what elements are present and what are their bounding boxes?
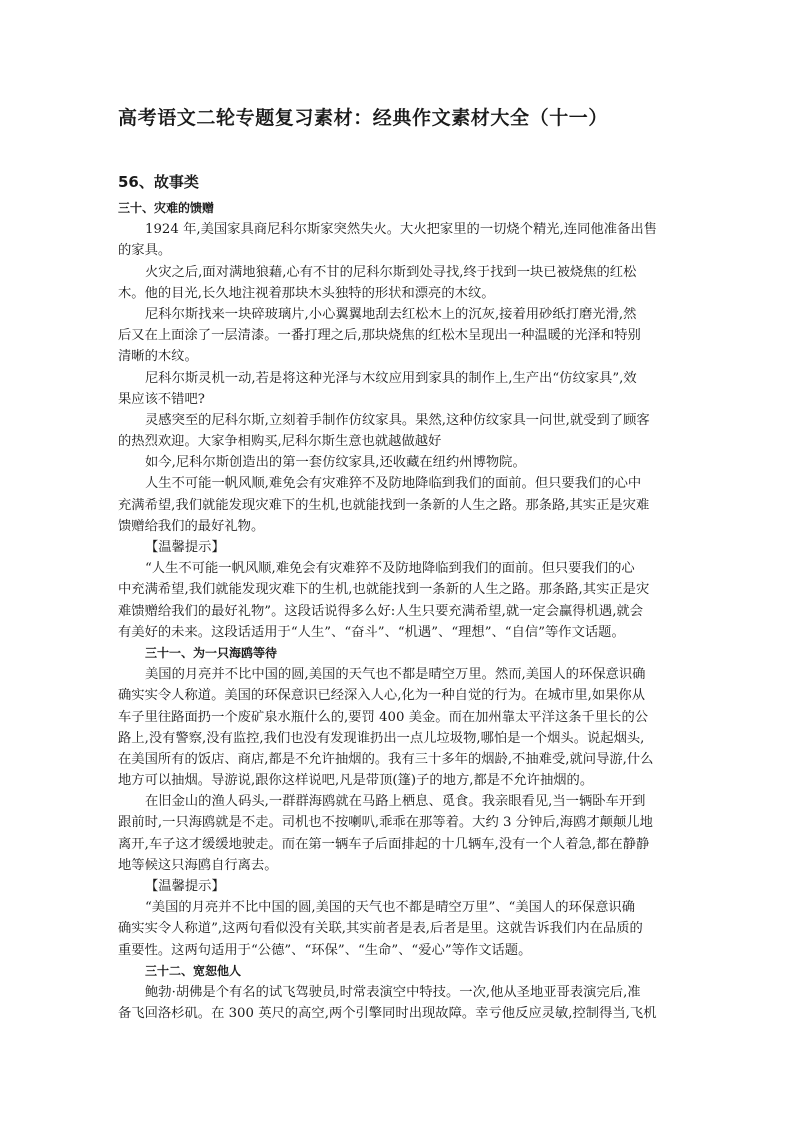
document-body: [118, 198, 678, 1024]
text-line: 木。他的目光,长久地注视着那块木头独特的形状和漂亮的木纹。: [118, 285, 495, 301]
text-line: 跟前时,一只海鸥就是不走。司机也不按喇叭,乖乖在那等着。大约 3 分钟后,海鸥才颠颠儿地: [118, 815, 653, 831]
text-line: 的热烈欢迎。大家争相购买,尼科尔斯生意也就越做越好: [118, 434, 442, 450]
text-line: “人生不可能一帆风顺,难免会有灾难猝不及防地降临到我们的面前。但只要我们的心: [145, 561, 635, 577]
text-line: 1924 年,美国家具商尼科尔斯家突然失火。大火把家里的一切烧个精光,连同他准备出售: [145, 222, 657, 238]
text-line: 在旧金山的渔人码头,一群群海鸥就在马路上栖息、觅食。我亲眼看见,当一辆卧车开到: [145, 794, 646, 810]
text-line: 【温馨提示】: [145, 879, 225, 894]
text-line: 难馈赠给我们的最好礼物”。这段话说得多么好:人生只要充满希望,就一定会赢得机遇,就会: [118, 603, 644, 619]
story-heading: 三十、灾难的馈赠: [118, 201, 215, 215]
text-line: “美国的月亮并不比中国的圆,美国的天气也不都是晴空万里”、“美国人的环保意识确: [145, 900, 636, 916]
text-line: 火灾之后,面对满地狼藉,心有不甘的尼科尔斯到处寻找,终于找到一块已被烧焦的红松: [145, 264, 637, 280]
page-title: 高考语文二轮专题复习素材：经典作文素材大全（十一）: [118, 107, 609, 129]
section-heading: 56、故事类: [118, 173, 199, 191]
text-line: 有美好的未来。这段话适用于“人生”、“奋斗”、“机遇”、“理想”、“自信”等作文话题。: [118, 624, 625, 640]
text-line: 在美国所有的饭店、商店,都是不允许抽烟的。我有三十多年的烟龄,不抽难受,就问导游,什么: [118, 751, 654, 767]
text-line: 果应该不错吧?: [118, 391, 205, 407]
text-line: 充满希望,我们就能发现灾难下的生机,也就能找到一条新的人生之路。那条路,其实正是灾难: [118, 497, 650, 513]
text-line: 备飞回洛杉矶。在 300 英尺的高空,两个引擎同时出现故障。幸亏他反应灵敏,控制得当,飞机: [118, 1006, 657, 1022]
text-line: 清晰的木纹。: [118, 349, 198, 365]
text-line: 的家具。: [118, 243, 172, 259]
text-line: 地等候这只海鸥自行离去。: [118, 857, 278, 873]
text-line: 鲍勃·胡佛是个有名的试飞驾驶员,时常表演空中特技。一次,他从圣地亚哥表演完后,准: [145, 984, 641, 1000]
text-line: 车子里往路面扔一个废矿泉水瓶什么的,要罚 400 美金。而在加州靠太平洋这条千里长的公: [118, 709, 649, 725]
text-line: 地方可以抽烟。导游说,跟你这样说吧,凡是带顶(篷)子的地方,都是不允许抽烟的。: [118, 773, 594, 789]
text-line: 【温馨提示】: [145, 540, 225, 555]
text-line: 馈赠给我们的最好礼物。: [118, 518, 265, 534]
text-line: 后又在上面涂了一层清漆。一番打理之后,那块烧焦的红松木呈现出一种温暖的光泽和特别: [118, 328, 641, 344]
text-line: 灵感突至的尼科尔斯,立刻着手制作仿纹家具。果然,这种仿纹家具一问世,就受到了顾客: [145, 412, 650, 428]
story-heading: 三十一、为一只海鸥等待: [145, 645, 278, 660]
text-line: 尼科尔斯灵机一动,若是将这种光泽与木纹应用到家具的制作上,生产出“仿纹家具”,效: [145, 370, 637, 386]
text-line: 尼科尔斯找来一块碎玻璃片,小心翼翼地刮去红松木上的沉灰,接着用砂纸打磨光滑,然: [145, 306, 637, 322]
text-line: 美国的月亮并不比中国的圆,美国的天气也不都是晴空万里。然而,美国人的环保意识确: [145, 667, 646, 683]
text-line: 如今,尼科尔斯创造出的第一套仿纹家具,还收藏在纽约州博物院。: [145, 455, 526, 471]
text-line: 确实实令人称道。美国的环保意识已经深入人心,化为一种自觉的行为。在城市里,如果你从: [118, 688, 646, 704]
text-line: 路上,没有警察,没有监控,我们也没有发现谁扔出一点儿垃圾物,哪怕是一个烟头。说起烟头,: [118, 730, 645, 746]
text-line: 重要性。这两句适用于“公德”、“环保”、“生命”、“爱心”等作文话题。: [118, 942, 532, 958]
story-heading: 三十二、宽恕他人: [145, 963, 242, 978]
text-line: 确实实令人称道”,这两句看似没有关联,其实前者是表,后者是里。这就告诉我们内在品质的: [118, 921, 643, 937]
text-line: 离开,车子这才缓缓地驶走。而在第一辆车子后面排起的十几辆车,没有一个人着急,都在静静: [118, 836, 650, 852]
text-line: 人生不可能一帆风顺,难免会有灾难猝不及防地降临到我们的面前。但只要我们的心中: [145, 476, 642, 492]
text-line: 中充满希望,我们就能发现灾难下的生机,也就能找到一条新的人生之路。那条路,其实正是灾: [118, 582, 650, 598]
